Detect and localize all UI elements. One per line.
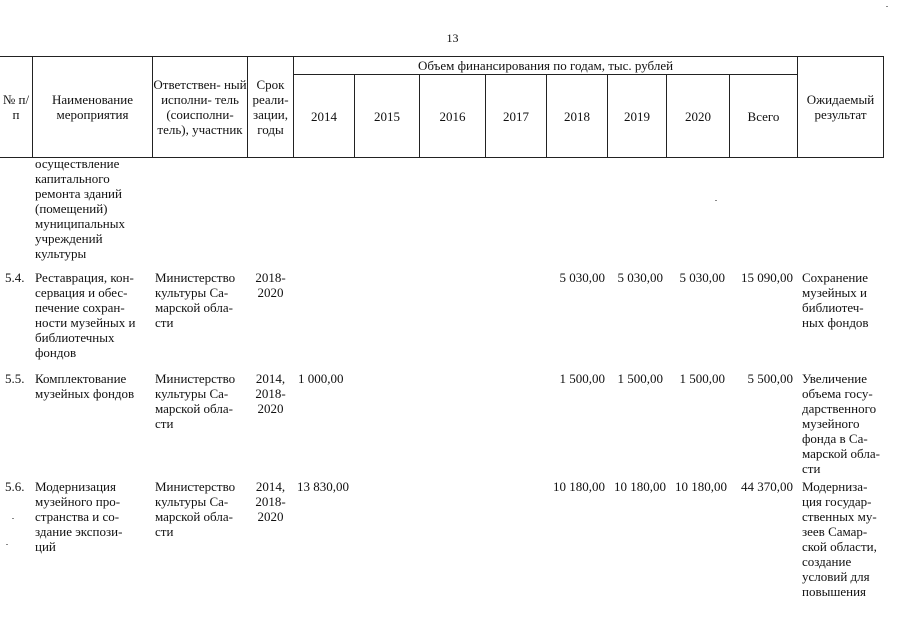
row-name: Реставрация, кон- сервация и обес- печение сохран- ности музейных и библиотечных фондов: [35, 270, 136, 360]
scan-speck: [12, 518, 14, 519]
row-value-2014: 1 000,00: [298, 371, 344, 386]
row-name: осуществление капитального ремонта зданий (помещений) муниципальных учреждений культуры: [35, 156, 126, 261]
row-responsible: Министерство культуры Са- марской обла- сти: [155, 371, 236, 431]
table-header: [0, 56, 884, 158]
row-term: 2014, 2018- 2020: [255, 479, 286, 524]
header-financing: Объем финансирования по годам, тыс. рублей: [417, 58, 674, 73]
header-year-2020: 2020: [685, 108, 711, 124]
row-total: 5 500,00: [747, 371, 793, 386]
header-year-2017: 2017: [503, 108, 529, 124]
header-name: Наименование мероприятия: [52, 92, 133, 122]
scan-speck: [886, 6, 888, 7]
row-value-2020: 5 030,00: [679, 270, 725, 285]
row-result: Сохранение музейных и библиотеч- ных фондов: [802, 270, 869, 330]
header-year-2019: 2019: [624, 108, 650, 124]
header-year-2014: 2014: [311, 108, 337, 124]
row-value-2020: 10 180,00: [675, 479, 727, 494]
header-result: Ожидаемый результат: [806, 92, 875, 122]
row-value-2019: 5 030,00: [617, 270, 663, 285]
row-value-2018: 5 030,00: [559, 270, 605, 285]
row-result: Увеличение объема госу- дарственного музейного фонда в Са- марской обла- сти: [802, 371, 880, 476]
scan-speck: [6, 544, 8, 545]
row-name: Модернизация музейного про- странства и со- здание экспози- ций: [35, 479, 123, 554]
row-name: Комплектование музейных фондов: [35, 371, 135, 401]
header-term: Срок реали- зации, годы: [252, 77, 289, 137]
row-number: 5.6.: [5, 479, 25, 494]
header-responsible: Ответствен- ный исполни- тель (соисполни- тель), участник: [153, 77, 247, 137]
row-value-2020: 1 500,00: [679, 371, 725, 386]
row-value-2019: 1 500,00: [617, 371, 663, 386]
row-value-2019: 10 180,00: [614, 479, 666, 494]
row-number: 5.5.: [5, 371, 25, 386]
row-term: 2018- 2020: [255, 270, 286, 300]
row-result: Модерниза- ция государ- ственных му- зеев Самар- ской области, создание условий для повышения: [802, 479, 877, 599]
header-year-2018: 2018: [564, 108, 590, 124]
row-total: 15 090,00: [741, 270, 793, 285]
page-number: 13: [446, 31, 459, 45]
header-no: № п/п: [2, 92, 30, 122]
row-value-2014: 13 830,00: [297, 479, 349, 494]
scan-speck: [715, 200, 717, 201]
column-divider: [883, 57, 884, 157]
header-year-2015: 2015: [374, 108, 400, 124]
row-number: 5.4.: [5, 270, 25, 285]
row-value-2018: 1 500,00: [559, 371, 605, 386]
row-value-2018: 10 180,00: [553, 479, 605, 494]
row-responsible: Министерство культуры Са- марской обла- сти: [155, 479, 236, 539]
row-responsible: Министерство культуры Са- марской обла- сти: [155, 270, 236, 330]
row-term: 2014, 2018- 2020: [255, 371, 286, 416]
row-total: 44 370,00: [741, 479, 793, 494]
header-year-2016: 2016: [439, 108, 466, 124]
header-total: Всего: [747, 108, 780, 124]
